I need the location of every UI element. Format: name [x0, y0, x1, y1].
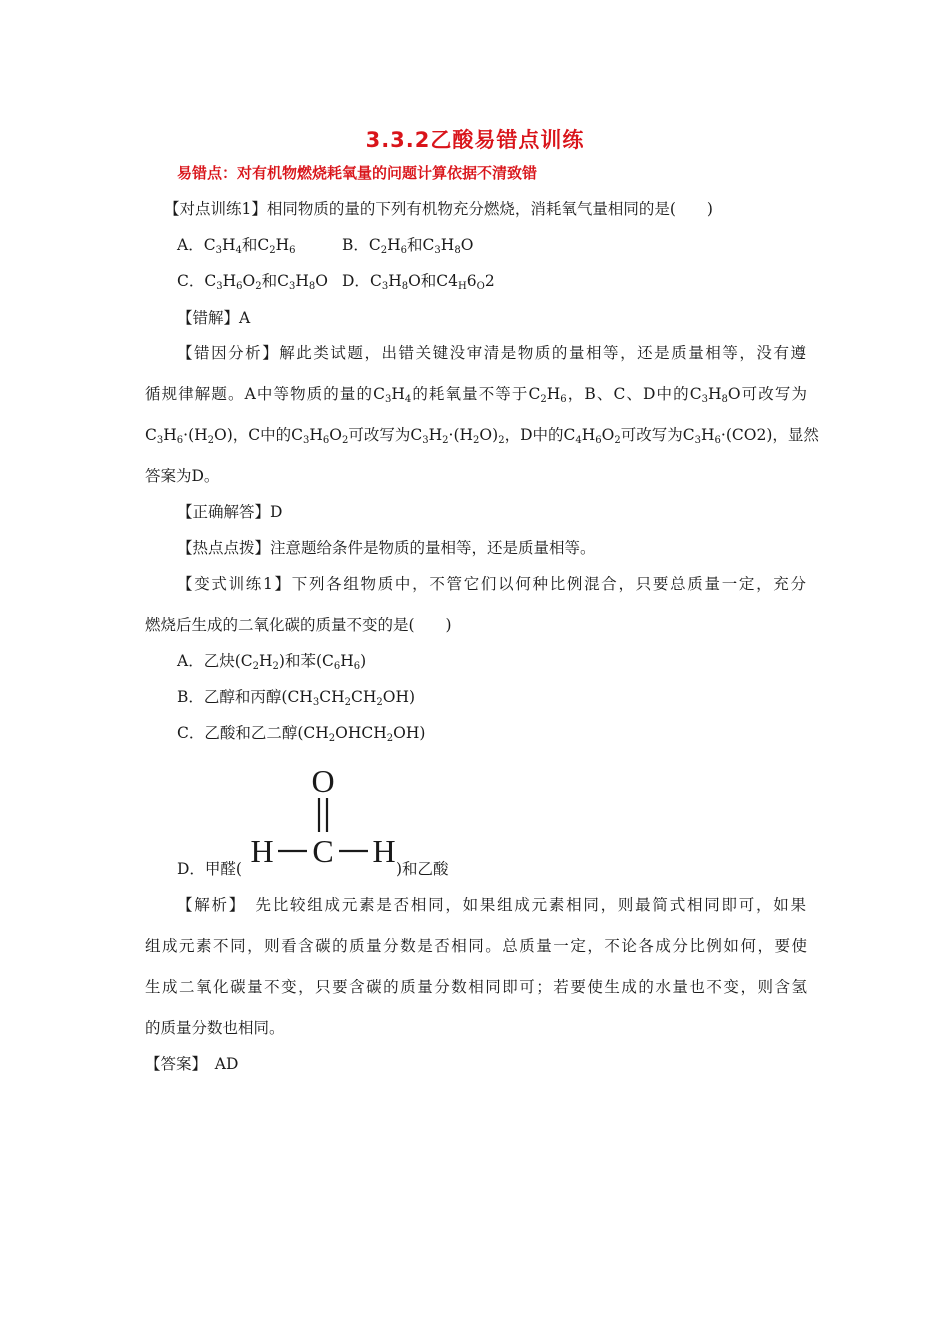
- q2-explain-line1: 【解析】 先比较组成元素是否相同，如果组成元素相同，则最简式相同即可，如果: [177, 896, 806, 914]
- q1-correct-answer: 【正确解答】D: [177, 503, 283, 521]
- q1-stem: 【对点训练1】相同物质的量的下列有机物充分燃烧，消耗氧气量相同的是( ): [164, 200, 713, 218]
- q1-analysis-line4: 答案为D。: [145, 467, 220, 485]
- q2-option-c: C．乙酸和乙二醇$(CH_2OHCH_2OH)$: [177, 724, 426, 744]
- q1-analysis-line2: 循规律解题。A中等物质的量的$C_3H_4$的耗氧量不等于$C_2H_6$，B、C、D中的$C_3H_8O$可改写为: [145, 385, 807, 405]
- q1-hot-tip: 【热点点拨】注意题给条件是物质的量相等，还是质量相等。: [177, 539, 596, 557]
- q2-option-b: B．乙醇和丙醇$(CH_3CH_2CH_2OH)$: [177, 688, 416, 708]
- q2-explain-line4: 的质量分数也相同。: [145, 1019, 285, 1037]
- q1-wrong-answer: 【错解】A: [177, 309, 251, 327]
- atom-oxygen: O: [311, 763, 335, 799]
- q2-stem-line1: 【变式训练1】下列各组物质中，不管它们以何种比例混合，只要总质量一定，充分: [177, 575, 806, 593]
- atom-carbon: C: [312, 833, 334, 869]
- q2-option-d-prefix: D．甲醛(: [177, 860, 242, 878]
- q1-analysis-line3: $C_3H_6\cdot(H_2O)$，C中的$C_3H_6O_2$可改写为$C_3H_2\cdot(H_2O)_2$，D中的$C_4H_6O_2$可改写为$C_3H_6\cdot(CO2)$，显然: [145, 426, 819, 446]
- q1-option-a: A．$C_3H_4$和$C_2H_6$: [177, 236, 296, 256]
- q2-stem-line2: 燃烧后生成的二氧化碳的质量不变的是( ): [145, 616, 452, 634]
- page-title: 3.3.2乙酸易错点训练: [365, 128, 585, 152]
- q1-option-c: C．$C_3H_6O_2$和$C_3H_8O$: [177, 272, 328, 292]
- error-point-subtitle: 易错点：对有机物燃烧耗氧量的问题计算依据不清致错: [177, 164, 538, 182]
- q2-option-a: A．乙炔$(C_2H_2)$和苯$(C_6H_6)$: [177, 652, 367, 672]
- q2-explain-line3: 生成二氧化碳量不变，只要含碳的质量分数相同即可；若要使生成的水量也不变，则含氢: [145, 978, 807, 996]
- atom-hydrogen-right: H: [372, 833, 396, 869]
- q2-answer: 【答案】 AD: [145, 1055, 239, 1073]
- formaldehyde-structure: [248, 762, 398, 874]
- q1-option-b: B．$C_2H_6$和$C_3H_8O$: [342, 236, 474, 256]
- q1-analysis-line1: 【错因分析】解此类试题，出错关键没审清是物质的量相等，还是质量相等，没有遵: [177, 344, 806, 362]
- atom-hydrogen-left: H: [250, 833, 274, 869]
- q2-option-d-suffix: )和乙酸: [396, 860, 449, 878]
- q1-option-d: D．$C_3H_8O$和$C4_H6_O2$: [342, 272, 495, 292]
- q2-explain-line2: 组成元素不同，则看含碳的质量分数是否相同。总质量一定，不论各成分比例如何，要使: [145, 937, 807, 955]
